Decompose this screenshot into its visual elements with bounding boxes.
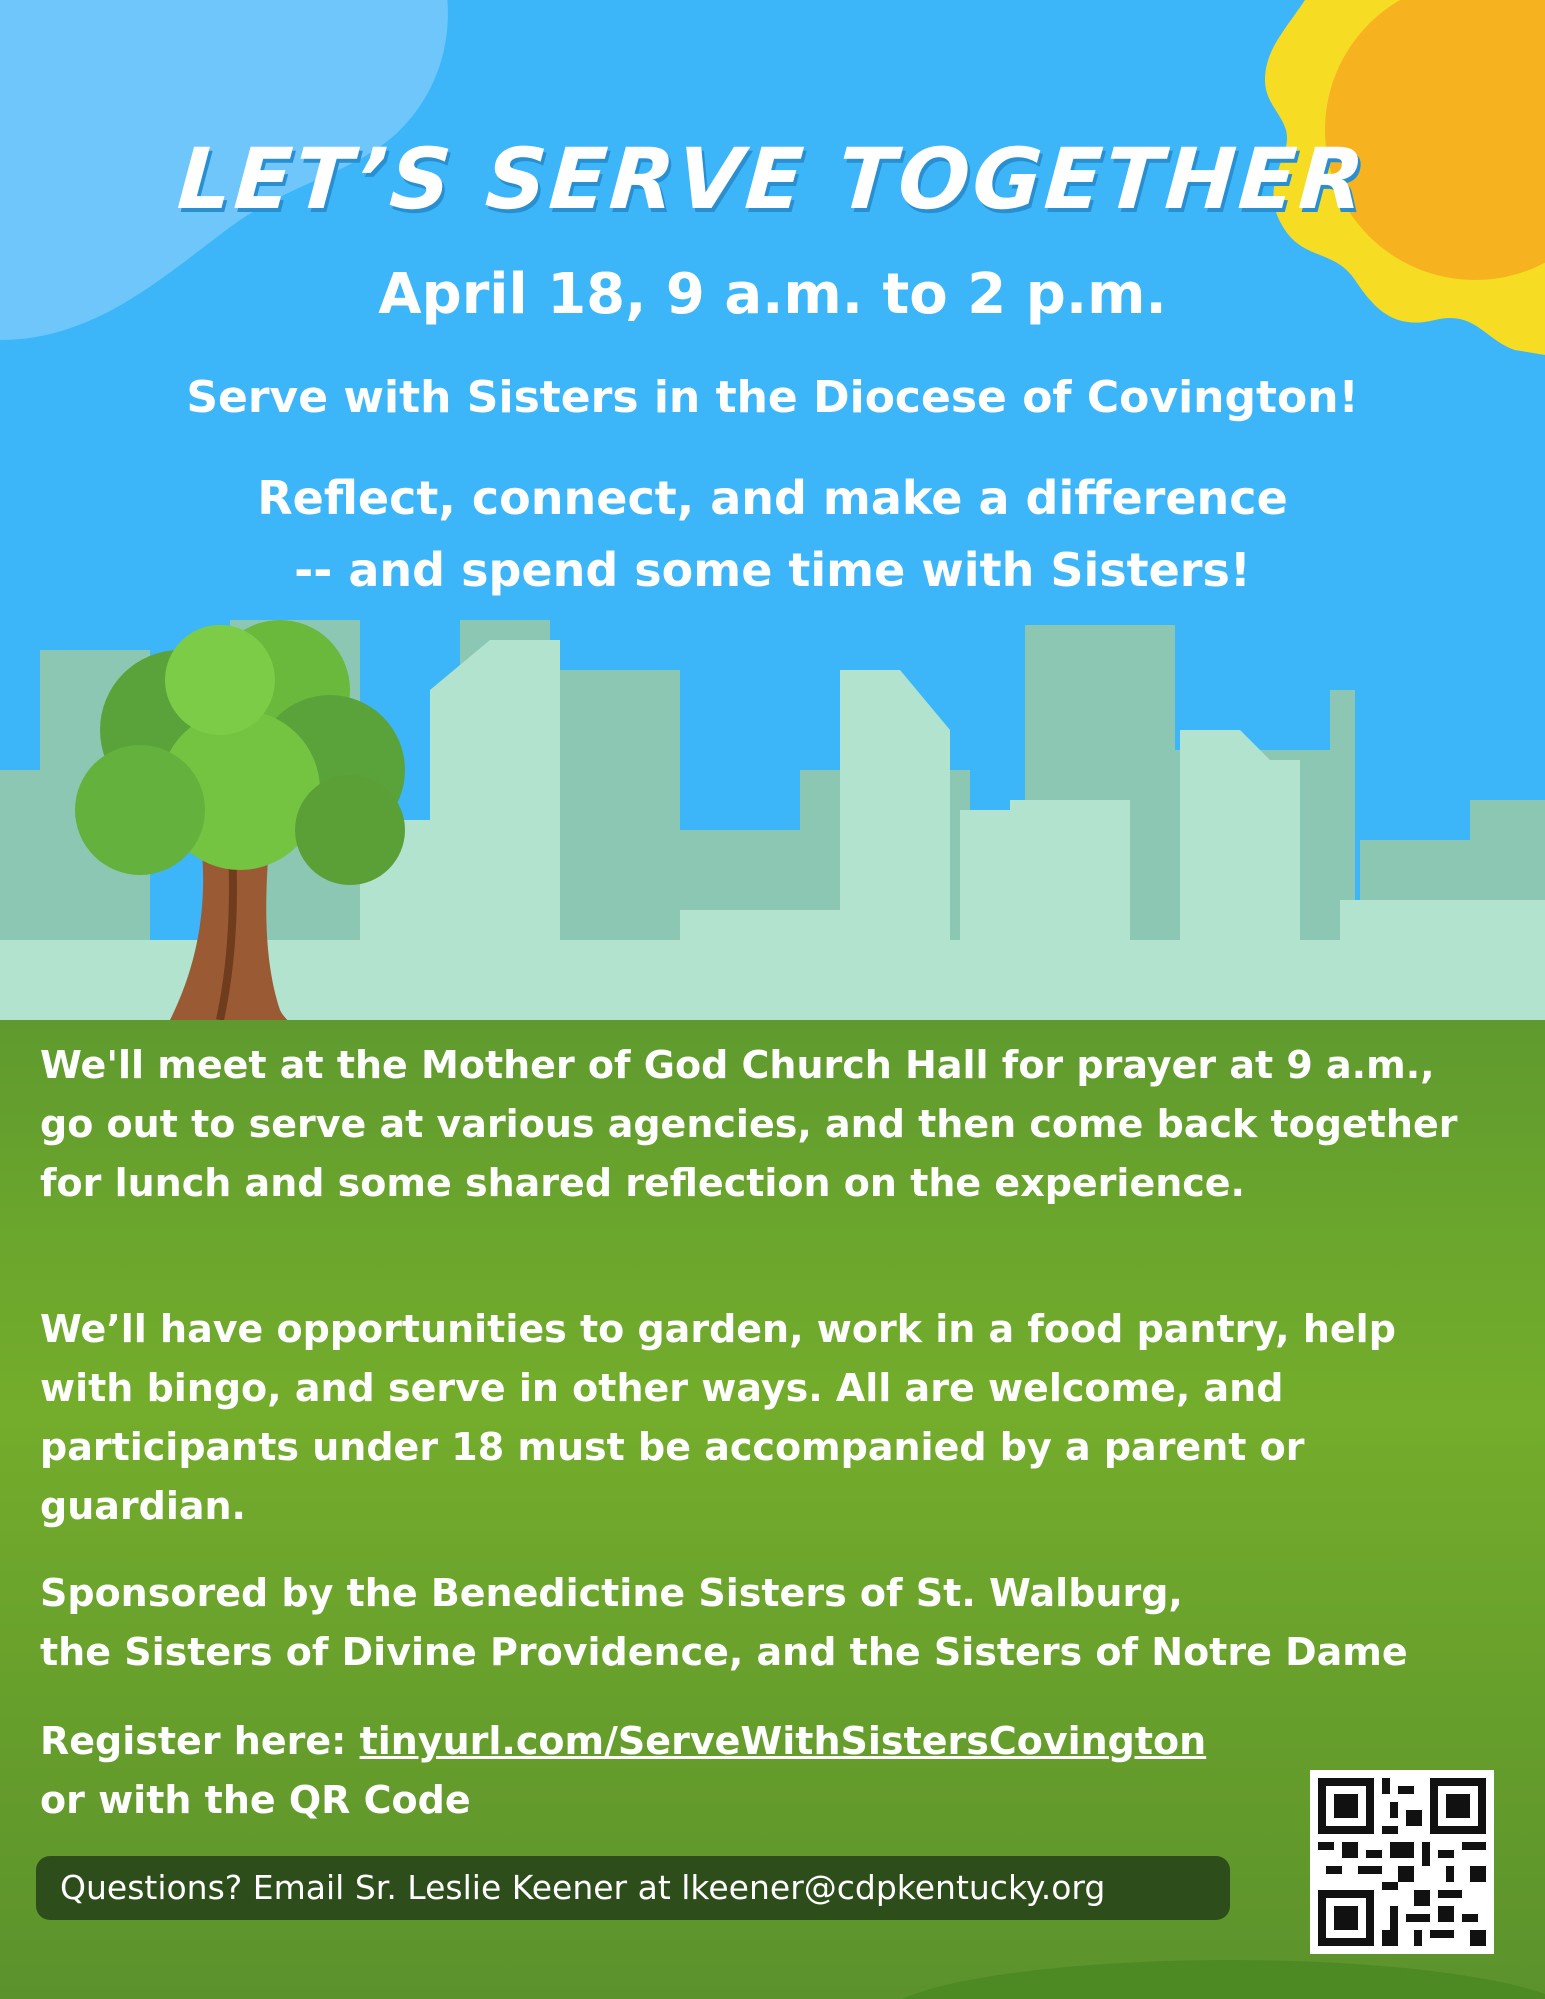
sponsors-line-1: Sponsored by the Benedictine Sisters of St. Walburg, <box>40 1571 1183 1615</box>
event-date: April 18, 9 a.m. to 2 p.m. <box>378 262 1167 327</box>
register-link[interactable]: tinyurl.com/ServeWithSistersCovington <box>359 1719 1207 1763</box>
sponsors-paragraph <box>40 1564 1500 1682</box>
page-title: LET’S SERVE TOGETHER <box>174 130 1371 228</box>
event-subtitle: Serve with Sisters in the Diocese of Covington! <box>186 372 1359 423</box>
register-paragraph <box>40 1712 1500 1830</box>
qr-code-icon[interactable] <box>1310 1770 1494 1954</box>
opportunities-paragraph: We’ll have opportunities to garden, work in a food pantry, help with bingo, and serve in other ways. All are welcome, and participants under 18 must be accompanied by a parent or guardian. <box>40 1307 1396 1528</box>
tagline-line-2: -- and spend some time with Sisters! <box>294 543 1251 597</box>
meeting-paragraph: We'll meet at the Mother of God Church Hall for prayer at 9 a.m., go out to serve at various agencies, and then come back together for lunch and some shared reflection on the experience. <box>40 1043 1458 1205</box>
sponsors-line-2: the Sisters of Divine Providence, and the Sisters of Notre Dame <box>40 1630 1408 1674</box>
register-label: Register here: <box>40 1719 360 1763</box>
tree-icon <box>60 620 420 1060</box>
tagline <box>0 462 1545 606</box>
questions-text[interactable]: Questions? Email Sr. Leslie Keener at lkeener@cdpkentucky.org <box>60 1868 1106 1907</box>
tagline-line-1: Reflect, connect, and make a difference <box>257 471 1288 525</box>
questions-banner <box>36 1856 1230 1920</box>
register-qr-text: or with the QR Code <box>40 1778 471 1822</box>
qr-code-graphic <box>1318 1778 1486 1946</box>
